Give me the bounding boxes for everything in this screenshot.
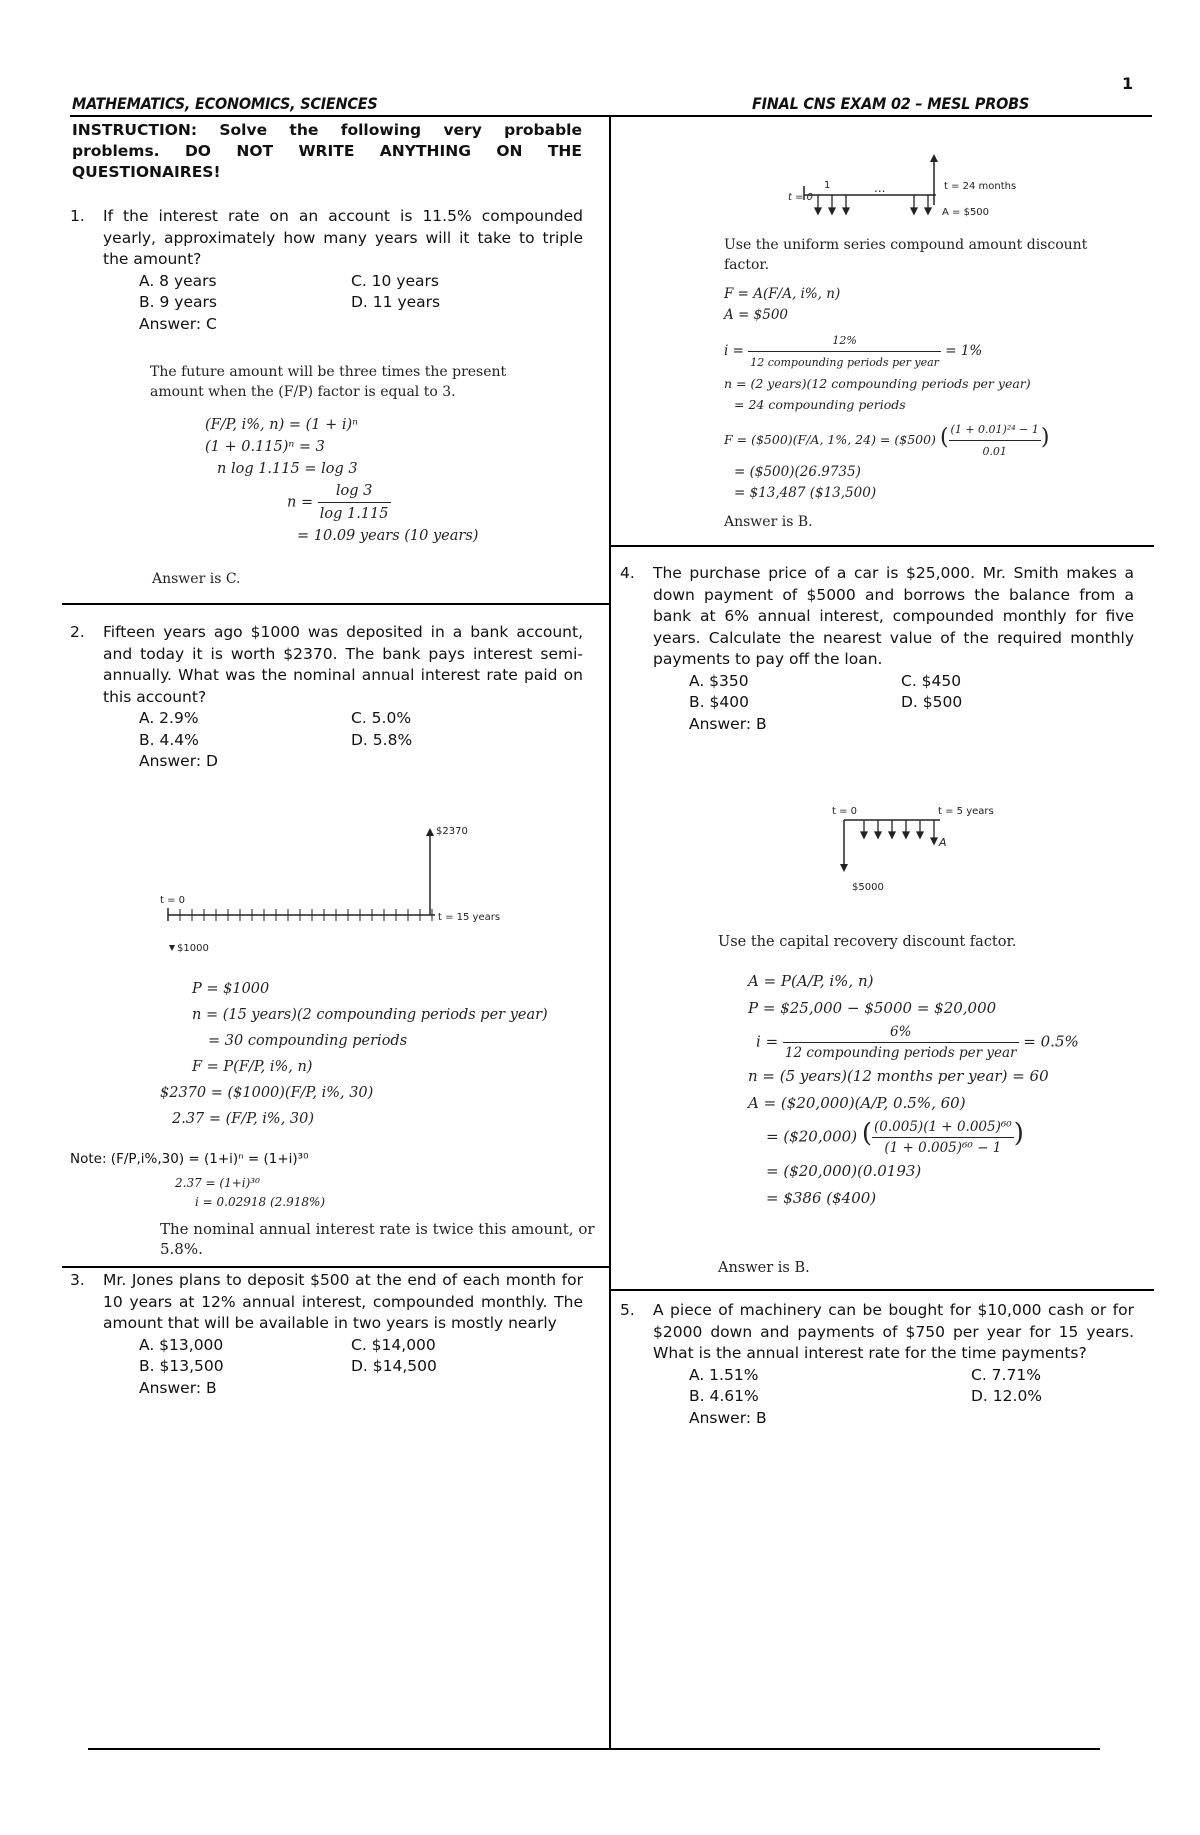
question-text: Mr. Jones plans to deposit $500 at the end of each month for 10 years at 12% annual interest, compounded monthly. The amount that will be available in two years is mostly nearly xyxy=(103,1271,583,1332)
start-time-label: t = 0 xyxy=(160,895,186,906)
equation-line: P = $25,000 − $5000 = $20,000 xyxy=(748,999,997,1017)
cash-flow-diagram-q3 xyxy=(786,150,1046,225)
equation-line: = $13,487 ($13,500) xyxy=(734,485,877,501)
equation-line: n log 1.115 = log 3 xyxy=(217,461,358,477)
header-subject: MATHEMATICS, ECONOMICS, SCIENCES xyxy=(72,94,378,113)
start-time-label: t = 0 xyxy=(832,806,858,817)
equation-lhs: F = ($500)(F/A, 1%, 24) = ($500) xyxy=(724,432,936,447)
equation-line: F = P(F/P, i%, n) xyxy=(192,1059,313,1075)
solution-3-intro: Use the uniform series compound amount discount factor. xyxy=(724,237,1088,273)
option-b: B. 4.4% xyxy=(139,730,199,749)
equation-lhs: = ($20,000) xyxy=(766,1127,858,1146)
solution-intro: The future amount will be three times the present amount when the (F/P) factor is equal to 3. xyxy=(150,364,507,400)
option-d: D. 5.8% xyxy=(351,730,413,749)
question-number: 3. xyxy=(70,1271,85,1289)
option-c: C. 10 years xyxy=(351,271,439,290)
answer: Answer: C xyxy=(139,314,217,333)
equation-line: P = $1000 xyxy=(192,981,270,997)
column-divider xyxy=(609,115,611,1748)
option-a: A. $13,000 xyxy=(139,1335,224,1354)
solution-4-intro: Use the capital recovery discount factor. xyxy=(718,934,1017,950)
question-number: 2. xyxy=(70,623,85,641)
equation-line: (1 + 0.115)ⁿ = 3 xyxy=(205,439,325,455)
numerator: (1 + 0.01)²⁴ − 1 xyxy=(949,419,1041,441)
option-d: D. 11 years xyxy=(351,293,441,311)
option-a: A. $350 xyxy=(689,671,749,690)
fraction xyxy=(748,330,941,373)
equation-line: n = (2 years)(12 compounding periods per year) xyxy=(724,376,1031,391)
equation-fraction-line xyxy=(287,480,478,525)
denominator: 12 compounding periods per year xyxy=(750,356,939,369)
page-number: 1 xyxy=(1122,74,1134,93)
equation-line: = 24 compounding periods xyxy=(734,397,906,412)
options xyxy=(689,1365,1134,1408)
solution-4-answer: Answer is B. xyxy=(718,1260,810,1276)
end-time-label: t = 5 years xyxy=(938,806,994,817)
question-text: If the interest rate on an account is 11.5% compounded yearly, approximately how many years will it take to triple the amount? xyxy=(103,207,583,268)
equation-fraction-line xyxy=(724,330,1049,373)
equation-fraction-line: = ($20,000) ( $\frac{\text{(0.005)(1 + 0.005)⁶⁰}}{\text{(1 + 0.005)⁶⁰ − 1}}$ ) xyxy=(766,1118,1024,1156)
header-exam-title: FINAL CNS EXAM 02 – MESL PROBS xyxy=(752,94,1030,113)
option-a: A. 2.9% xyxy=(139,709,199,727)
option-c: C. $450 xyxy=(901,671,962,690)
option-c: C. 5.0% xyxy=(351,709,412,727)
options xyxy=(139,708,583,751)
option-d: D. $14,500 xyxy=(351,1357,437,1375)
options xyxy=(689,671,1134,714)
equation-line: i = 0.02918 (2.918%) xyxy=(195,1195,326,1209)
equation-lhs: n = xyxy=(287,494,314,511)
payment-arrows xyxy=(815,195,931,214)
equation-line: = $386 ($400) xyxy=(766,1189,877,1207)
option-d: D. $500 xyxy=(901,693,963,711)
question-1 xyxy=(70,206,583,335)
question-number: 5. xyxy=(620,1301,635,1319)
start-time-label: t = 0 xyxy=(788,192,814,203)
solution-2-equations xyxy=(160,976,548,1132)
option-b: B. 4.61% xyxy=(689,1387,759,1405)
equation-line: n = (15 years)(2 compounding periods per year) xyxy=(192,1007,548,1023)
option-b: B. $400 xyxy=(689,693,749,711)
equation-line: 2.37 = (1+i)³⁰ xyxy=(175,1176,260,1190)
question-text: Fifteen years ago $1000 was deposited in a bank account, and today it is worth $2370. The bank pays interest semi-annually. What was the nominal annual interest rate paid on this account? xyxy=(103,623,583,706)
denominator: log 1.115 xyxy=(319,506,389,522)
solution-3-equations xyxy=(724,284,1049,504)
left-rule-q2 xyxy=(62,603,610,605)
payment-label: A xyxy=(939,836,947,849)
solution-4-equations xyxy=(748,968,1079,1212)
equation-line: = 30 compounding periods xyxy=(208,1033,408,1049)
footer-rule xyxy=(88,1748,1100,1750)
equation-fraction-line: F = ($500)(F/A, 1%, 24) = ($500) ( $\frac{\text{(1 + 0.01)²⁴ − 1}}{0.01}$ ) xyxy=(724,419,1049,462)
question-number: 1. xyxy=(70,207,85,225)
solution-1-answer: Answer is C. xyxy=(152,571,241,587)
equation-rhs: = 0.5% xyxy=(1023,1032,1079,1051)
fraction xyxy=(872,1117,1014,1158)
option-b: B. $13,500 xyxy=(139,1357,224,1375)
cash-flow-diagram-q2 xyxy=(150,820,530,980)
equation-line: A = ($20,000)(A/P, 0.5%, 60) xyxy=(748,1094,966,1112)
left-rule-q3 xyxy=(62,1266,610,1268)
option-d: D. 12.0% xyxy=(971,1387,1043,1405)
numerator: log 3 xyxy=(318,480,391,503)
numerator: 6% xyxy=(783,1022,1019,1043)
equation-line: 2.37 = (F/P, i%, 30) xyxy=(172,1111,315,1127)
solution-2-conclusion: The nominal annual interest rate is twice this amount, or 5.8%. xyxy=(160,1220,595,1258)
equation-lhs: i = xyxy=(756,1032,779,1051)
equation-line: F = A(F/A, i%, n) xyxy=(724,286,841,302)
equation-line: $2370 = ($1000)(F/P, i%, 30) xyxy=(160,1085,374,1101)
fraction xyxy=(783,1022,1019,1063)
down-payment-label: $5000 xyxy=(852,882,884,893)
period-one-label: 1 xyxy=(824,180,831,191)
right-rule-q5 xyxy=(610,1289,1154,1291)
payment-label: A = $500 xyxy=(942,207,990,218)
solution-3-answer: Answer is B. xyxy=(724,514,813,530)
header-rule xyxy=(70,115,1152,117)
future-value-label: $2370 xyxy=(436,826,468,837)
equation-rhs: = 1% xyxy=(945,343,983,359)
payment-arrows xyxy=(861,820,937,844)
question-5 xyxy=(620,1300,1134,1429)
fraction xyxy=(318,480,391,525)
solution-2-note-equations xyxy=(175,1174,325,1212)
solution-2-note: Note: (F/P,i%,30) = (1+i)ⁿ = (1+i)³⁰ xyxy=(70,1151,309,1167)
options xyxy=(139,271,583,314)
fraction xyxy=(949,419,1041,462)
equation-lhs: i = xyxy=(724,343,744,359)
question-number: 4. xyxy=(620,564,635,582)
numerator: 12% xyxy=(748,330,941,352)
option-b: B. 9 years xyxy=(139,293,217,311)
ellipsis: ... xyxy=(874,181,886,195)
denominator: (1 + 0.005)⁶⁰ − 1 xyxy=(884,1140,1002,1156)
instruction: INSTRUCTION: Solve the following very probable problems. DO NOT WRITE ANYTHING ON THE QUESTIONAIRES! xyxy=(72,121,582,181)
solution-1-equations xyxy=(205,414,478,547)
numerator: (0.005)(1 + 0.005)⁶⁰ xyxy=(872,1117,1014,1138)
solution-1 xyxy=(150,362,550,402)
present-value-arrow xyxy=(169,945,175,951)
end-time-label: t = 15 years xyxy=(438,912,501,923)
option-a: A. 8 years xyxy=(139,271,217,290)
right-rule-q4 xyxy=(610,545,1154,547)
denominator: 12 compounding periods per year xyxy=(784,1045,1017,1061)
end-time-label: t = 24 months xyxy=(944,181,1017,192)
equation-line: = 10.09 years (10 years) xyxy=(297,528,479,544)
question-text: The purchase price of a car is $25,000. Mr. Smith makes a down payment of $5000 and borrows the balance from a bank at 6% annual interest, compounded monthly for five years. Calculate the nearest value of the required monthly payments to pay off the loan. xyxy=(653,564,1134,668)
equation-line: = ($20,000)(0.0193) xyxy=(766,1162,922,1180)
present-value-label: $1000 xyxy=(177,943,209,954)
equation-line: n = (5 years)(12 months per year) = 60 xyxy=(748,1067,1049,1085)
option-c: C. $14,000 xyxy=(351,1335,436,1354)
answer: Answer: B xyxy=(139,1378,217,1397)
cash-flow-diagram-q4 xyxy=(820,800,1040,900)
question-4 xyxy=(620,563,1134,735)
option-a: A. 1.51% xyxy=(689,1365,759,1384)
question-text: A piece of machinery can be bought for $10,000 cash or for $2000 down and payments of $750 per year for 15 years. What is the annual interest rate for the time payments? xyxy=(653,1301,1134,1362)
equation-line: A = $500 xyxy=(724,307,788,323)
options xyxy=(139,1335,583,1378)
denominator: 0.01 xyxy=(982,445,1007,458)
answer: Answer: B xyxy=(689,1408,767,1427)
answer: Answer: D xyxy=(139,752,218,770)
question-2 xyxy=(70,622,583,773)
equation-fraction-line xyxy=(756,1022,1079,1063)
question-3 xyxy=(70,1270,583,1399)
equation-line: (F/P, i%, n) = (1 + i)ⁿ xyxy=(205,417,359,433)
equation-line: A = P(A/P, i%, n) xyxy=(748,972,874,990)
equation-line: = ($500)(26.9735) xyxy=(734,464,861,480)
option-c: C. 7.71% xyxy=(971,1365,1041,1384)
answer: Answer: B xyxy=(689,714,767,733)
